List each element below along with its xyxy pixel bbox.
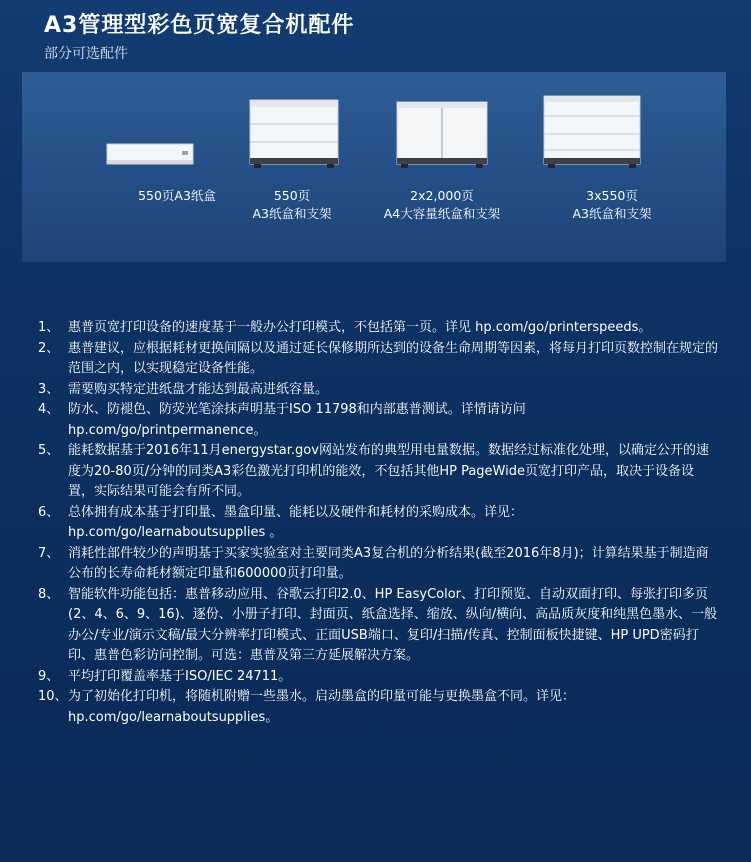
caption-line1: 550页 [273,188,311,203]
footnote-number: 2、 [38,340,60,356]
page-title: A3管理型彩色页宽复合机配件 [44,13,355,38]
product-caption [207,187,377,223]
footnote-text: 惠普建议，应根据耗材更换间隔以及通过延长保修期所达到的设备生命周期等因素，将每月打印页数控制在规定的范围之内，以实现稳定设备性能。 [68,340,719,376]
footnote-text: 智能软件功能包括：惠普移动应用、谷歌云打印2.0、HP EasyColor、打印预览、自动双面打印、每张打印多页(2、4、6、9、16)、逐份、小册子打印、封面页、纸盒选择、缩放、纵向/横向、高品质灰度和纯黑色墨水、一般办公/专业/演示文稿/最大分辨率打印模式、正面USB端口、复印/扫描/传真、控制面板快捷键、HP UPD密码打印、惠普色彩访问控制。可选：惠普及第三方延展解决方案。 [68,586,718,663]
accessories-panel [22,72,726,262]
footnote-item [38,503,718,544]
caption-line1: 550页A3纸盒 [138,188,216,203]
caption-line2: A3纸盒和支架 [572,206,652,221]
footnote-number: 8、 [38,586,60,602]
footnote-number: 6、 [38,504,60,520]
triple-tray-image [527,72,697,182]
footnote-number: 9、 [38,668,60,684]
footnote-text: 平均打印覆盖率基于ISO/IEC 24711。 [68,668,292,684]
footnote-item [38,400,718,441]
footnote-text: 防水、防褪色、防荧光笔涂抹声明基于ISO 11798和内部惠普测试。详情请访问 hp.com/go/printpermanence。 [68,402,526,438]
caption-line2: A3纸盒和支架 [252,206,332,221]
footnote-item [38,667,718,688]
footnote-item [38,441,718,503]
footnote-number: 4、 [38,402,60,417]
footnote-number: 3、 [38,381,60,397]
footnote-text: 能耗数据基于2016年11月energystar.gov网站发布的典型用电量数据。数据经过标准化处理，以确定公开的速度为20-80页/分钟的同类A3彩色激光打印机的能效，不包括其他HP PageWide页宽打印产品，取决于设备设置，实际结果可能会有所不同。 [68,443,709,499]
caption-line2: A4大容量纸盒和支架 [383,206,501,221]
high-capacity-tray-image [357,72,527,182]
footnote-text: 消耗性部件较少的声明基于买家实验室对主要同类A3复合机的分析结果(截至2016年8月)；计算结果基于制造商公布的长寿命耗材额定印量和600000页打印量。 [68,545,709,581]
product-3x550-tray-stand [527,72,697,262]
footnote-item [38,687,718,728]
footnote-item [38,318,718,339]
footnote-item [38,544,718,585]
header [0,0,751,70]
footnote-item [38,339,718,380]
footnote-number: 7、 [38,545,60,561]
caption-line1: 2x2,000页 [410,188,474,203]
product-caption [357,187,527,223]
page-subtitle: 部分可选配件 [44,46,128,62]
product-550-tray-stand [207,72,377,262]
footnote-text: 为了初始化打印机，将随机附赠一些墨水。启动墨盒的印量可能与更换墨盒不同。详见：hp.com/go/learnaboutsupplies。 [68,689,576,725]
caption-line1: 3x550页 [586,188,638,203]
footnote-item [38,585,718,667]
footnote-item [38,380,718,401]
footnote-number: 1、 [38,320,60,335]
footnote-text: 需要购买特定进纸盘才能达到最高进纸容量。 [68,381,329,397]
product-caption [527,187,697,223]
footnote-text: 总体拥有成本基于打印量、墨盒印量、能耗以及硬件和耗材的采购成本。详见：hp.com/go/learnaboutsupplies 。 [68,504,524,540]
footnote-number: 5、 [38,443,60,458]
product-2x2000-hci [357,72,527,262]
footnotes-list [38,318,718,728]
footnote-number: 10、 [38,689,68,704]
tray-stand-image [207,72,377,182]
footnote-text: 惠普页宽打印设备的速度基于一般办公打印模式，不包括第一页。详见 hp.com/go/printerspeeds。 [68,320,652,335]
